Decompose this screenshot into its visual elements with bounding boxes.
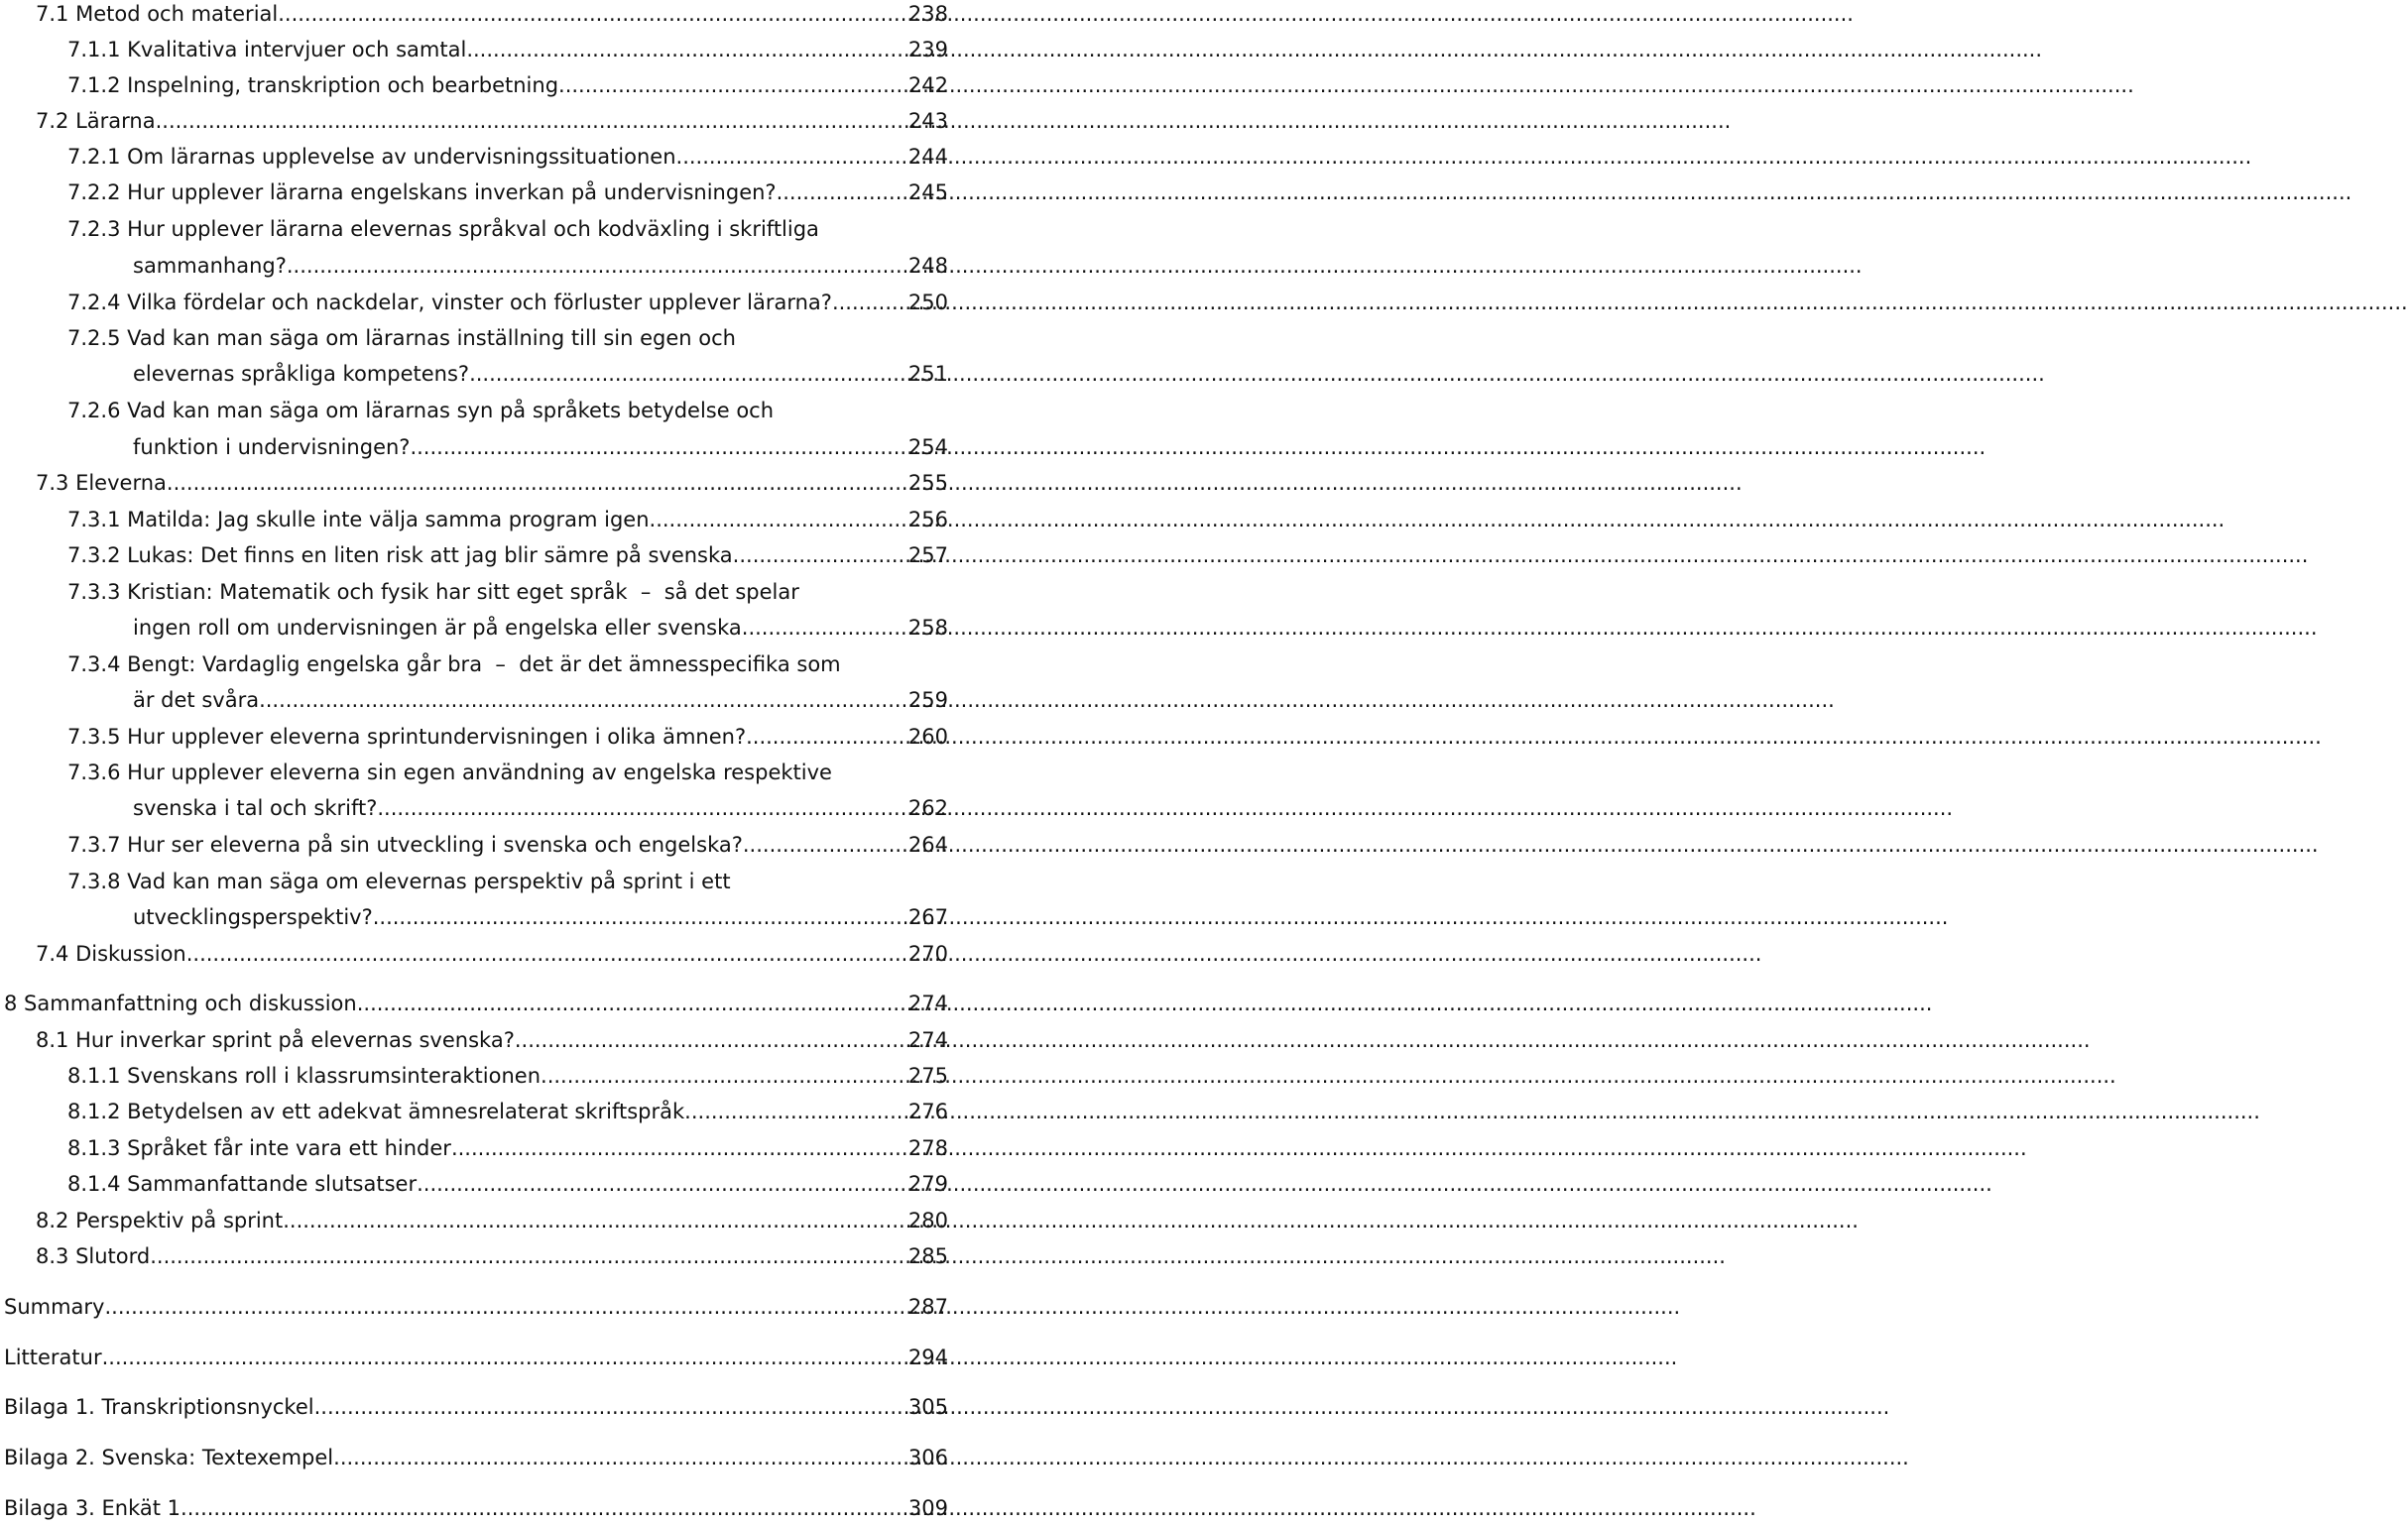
toc-entry-title: Hur upplever eleverna sin egen användning av engelska respektive [127,761,832,784]
toc-entry-title: Hur ser eleverna på sin utveckling i svenska och engelska? [127,833,743,857]
toc-entry[interactable] [67,71,948,99]
toc-entry-number: 8.3 [36,1244,76,1268]
toc-dot-leader [733,541,904,569]
toc-dot-leader [314,1393,904,1421]
toc-entry[interactable] [67,831,948,859]
toc-entry-title: Slutord [75,1244,151,1268]
toc-entry-title: Inspelning, transkription och bearbetning [127,73,559,97]
toc-dot-leader [167,469,904,497]
toc-page-number: 262 [907,796,948,820]
toc-entry-title-continued: funktion i undervisningen? [133,435,411,459]
toc-entry-number: 7.2 [36,109,76,133]
toc-dot-leader [287,252,904,280]
toc-entry-title: Om lärarnas upplevelse av undervisningssituationen [127,145,676,169]
toc-page-number: 279 [907,1172,948,1196]
toc-dot-leader [777,178,904,206]
toc-page-number: 239 [907,38,948,61]
toc-page-number: 256 [907,508,948,531]
toc-entry-number: 8.1.4 [67,1172,128,1196]
toc-page-number: 251 [907,362,948,386]
toc-entry-number: 7.1.1 [67,38,128,61]
toc-page-number: 270 [907,942,948,966]
toc-entry-continuation[interactable] [133,433,948,461]
toc-entry-number: 7.2.4 [67,291,128,314]
toc-entry-number: 8.1.1 [67,1064,128,1088]
toc-dot-leader [832,289,904,316]
toc-entry-number: 7.1.2 [67,73,128,97]
toc-dot-leader [104,1293,903,1321]
toc-page-number: 244 [907,145,948,169]
toc-entry-number: 8.2 [36,1209,76,1232]
toc-page-number: 280 [907,1209,948,1232]
toc-dot-leader [156,107,904,135]
toc-entry-number: 8.1.2 [67,1100,128,1123]
toc-dot-leader [102,1344,904,1371]
toc-dot-leader [743,831,904,859]
toc-entry-title: Matilda: Jag skulle inte välja samma program igen [127,508,650,531]
toc-entry[interactable] [67,650,841,678]
toc-entry-number: 7.3.8 [67,870,128,893]
toc-entry-title: Metod och material [75,2,279,26]
toc-entry-number: 8.1 [36,1028,76,1052]
toc-page-number: 238 [907,2,948,26]
toc-entry-number: 7.1 [36,2,76,26]
toc-entry[interactable] [4,990,948,1017]
toc-dot-leader [558,71,904,99]
toc-page-number: 248 [907,254,948,278]
toc-entry[interactable] [67,143,948,171]
toc-entry-title: Betydelsen av ett adekvat ämnesrelaterat skriftspråk [127,1100,685,1123]
toc-entry-title: Bilaga 3. Enkät 1 [4,1496,181,1520]
toc-entry[interactable] [36,107,948,135]
toc-entry-number: 7.3.3 [67,580,128,604]
toc-page-number: 276 [907,1100,948,1123]
toc-page-number: 274 [907,992,948,1015]
toc-dot-leader [377,794,904,822]
toc-page-number: 267 [907,905,948,929]
toc-entry-title: Hur upplever lärarna engelskans inverkan på undervisningen? [127,180,777,204]
toc-entry-number: 7.2.1 [67,145,128,169]
toc-dot-leader [746,723,904,751]
toc-entry-title: Hur inverkar sprint på elevernas svenska? [75,1028,515,1052]
toc-entry[interactable] [4,1444,948,1471]
toc-entry[interactable] [67,1134,948,1162]
toc-entry-title-continued: är det svåra [133,688,260,712]
toc-dot-leader [410,433,903,461]
toc-entry[interactable] [4,1344,948,1371]
toc-entry-continuation[interactable] [133,360,948,388]
toc-entry-number: 7.2.6 [67,399,128,422]
toc-page-number: 259 [907,688,948,712]
toc-dot-leader [278,0,904,28]
toc-entry-number: 7.2.5 [67,326,128,350]
toc-entry-title: Summary [4,1295,105,1319]
toc-entry-title: Eleverna [75,471,167,495]
toc-entry-title-continued: elevernas språkliga kompetens? [133,362,470,386]
toc-page-number: 264 [907,833,948,857]
table-of-contents [0,0,952,1524]
toc-entry[interactable] [4,1293,948,1321]
toc-dot-leader [150,1242,904,1270]
toc-dot-leader [650,506,904,533]
toc-page-number: 245 [907,180,948,204]
toc-dot-leader [357,990,904,1017]
toc-entry[interactable] [67,759,832,786]
toc-entry[interactable] [36,0,948,28]
toc-dot-leader [373,903,904,931]
toc-entry[interactable] [67,324,736,352]
toc-entry-title: Kvalitativa intervjuer och samtal [127,38,467,61]
toc-page-number: 275 [907,1064,948,1088]
toc-entry[interactable] [36,1242,948,1270]
toc-entry-number: 7.3.6 [67,761,128,784]
toc-page-number: 258 [907,616,948,640]
toc-entry[interactable] [36,469,948,497]
toc-entry-title: Diskussion [75,942,186,966]
toc-page-number: 242 [907,73,948,97]
toc-entry-title: Bengt: Vardaglig engelska går bra – det är det ämnesspecifika som [127,652,841,676]
toc-dot-leader [333,1444,904,1471]
toc-entry-number: 8.1.3 [67,1136,128,1160]
toc-entry-title: Språket får inte vara ett hinder [127,1136,451,1160]
toc-dot-leader [676,143,904,171]
toc-entry-title: Litteratur [4,1346,102,1369]
toc-entry[interactable] [67,1062,948,1090]
toc-entry[interactable] [36,940,948,968]
toc-entry-continuation[interactable] [133,903,948,931]
toc-entry-title: Bilaga 2. Svenska: Textexempel [4,1446,334,1469]
toc-page-number: 305 [907,1395,948,1419]
toc-entry[interactable] [67,541,948,569]
toc-dot-leader [742,614,904,642]
toc-entry-number: 7.2.3 [67,217,128,241]
toc-page-number: 285 [907,1244,948,1268]
toc-entry[interactable] [67,578,799,606]
toc-entry[interactable] [4,1494,948,1522]
toc-entry[interactable] [67,215,819,243]
toc-dot-leader [283,1207,904,1234]
toc-entry-title: Perspektiv på sprint [75,1209,284,1232]
toc-entry[interactable] [67,506,948,533]
toc-entry[interactable] [67,289,948,316]
toc-page-number: 250 [907,291,948,314]
toc-entry-title: Vad kan man säga om lärarnas syn på språkets betydelse och [127,399,775,422]
toc-entry[interactable] [67,868,731,895]
toc-dot-leader [466,36,904,63]
toc-entry-title: Sammanfattning och diskussion [24,992,357,1015]
toc-page-number: 254 [907,435,948,459]
toc-entry-number: 7.3.2 [67,543,128,567]
toc-entry[interactable] [67,723,948,751]
toc-page-number: 274 [907,1028,948,1052]
toc-dot-leader [541,1062,904,1090]
toc-entry-title: Hur upplever eleverna sprintundervisningen i olika ämnen? [127,725,747,749]
toc-entry[interactable] [36,1207,948,1234]
toc-page-number: 306 [907,1446,948,1469]
toc-entry-number: 7.2.2 [67,180,128,204]
toc-entry-title-continued: ingen roll om undervisningen är på engelska eller svenska [133,616,742,640]
toc-dot-leader [181,1494,904,1522]
toc-entry-number: 8 [4,992,25,1015]
toc-entry-title-continued: sammanhang? [133,254,287,278]
toc-entry-number: 7.3.5 [67,725,128,749]
toc-entry-title: Lukas: Det finns en liten risk att jag blir sämre på svenska [127,543,733,567]
toc-entry-title: Lärarna [75,109,156,133]
toc-entry[interactable] [67,397,774,424]
toc-page-number: 257 [907,543,948,567]
toc-page-number: 260 [907,725,948,749]
toc-page-number: 255 [907,471,948,495]
toc-dot-leader [684,1098,904,1125]
toc-dot-leader [259,686,904,714]
toc-entry[interactable] [67,1170,948,1198]
toc-entry-number: 7.3 [36,471,76,495]
toc-page-number: 287 [907,1295,948,1319]
toc-entry[interactable] [67,36,948,63]
toc-entry-title: Kristian: Matematik och fysik har sitt eget språk – så det spelar [127,580,799,604]
toc-dot-leader [451,1134,904,1162]
toc-entry-title: Svenskans roll i klassrumsinteraktionen [127,1064,542,1088]
toc-entry-title: Sammanfattande slutsatser [127,1172,418,1196]
toc-page-number: 278 [907,1136,948,1160]
toc-entry-number: 7.4 [36,942,76,966]
toc-entry-title: Bilaga 1. Transkriptionsnyckel [4,1395,314,1419]
toc-entry-title: Vilka fördelar och nackdelar, vinster och förluster upplever lärarna? [127,291,832,314]
toc-dot-leader [186,940,904,968]
toc-entry[interactable] [4,1393,948,1421]
toc-page-number: 309 [907,1496,948,1520]
toc-entry-continuation[interactable] [133,794,948,822]
toc-entry-number: 7.3.4 [67,652,128,676]
toc-dot-leader [515,1026,904,1054]
toc-entry-title: Vad kan man säga om elevernas perspektiv på sprint i ett [127,870,731,893]
toc-entry-number: 7.3.1 [67,508,128,531]
toc-entry-continuation[interactable] [133,686,948,714]
toc-entry[interactable] [67,1098,948,1125]
toc-entry-title-continued: svenska i tal och skrift? [133,796,378,820]
toc-entry[interactable] [36,1026,948,1054]
toc-entry-number: 7.3.7 [67,833,128,857]
toc-page-number: 294 [907,1346,948,1369]
toc-dot-leader [469,360,904,388]
toc-page-number: 243 [907,109,948,133]
toc-entry-title: Hur upplever lärarna elevernas språkval och kodväxling i skriftliga [127,217,819,241]
toc-entry-continuation[interactable] [133,614,948,642]
toc-entry[interactable] [67,178,948,206]
toc-entry-title-continued: utvecklingsperspektiv? [133,905,373,929]
toc-dot-leader [417,1170,904,1198]
toc-entry-continuation[interactable] [133,252,948,280]
toc-entry-title: Vad kan man säga om lärarnas inställning till sin egen och [127,326,736,350]
